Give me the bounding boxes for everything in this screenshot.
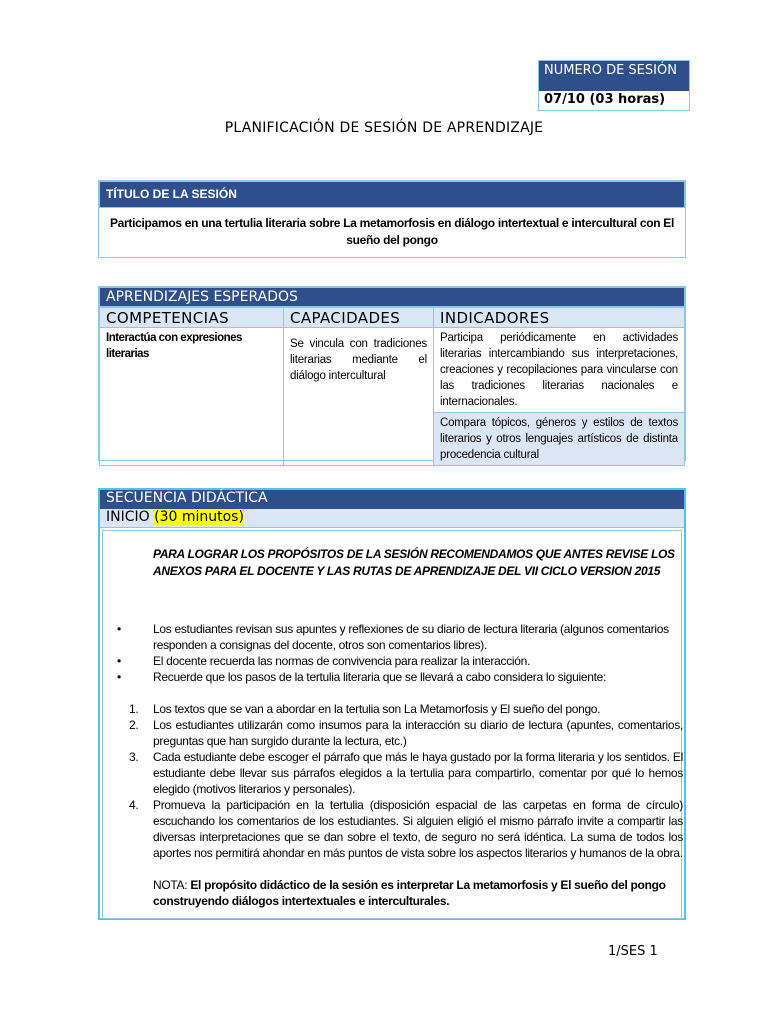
intro-recommendation: PARA LOGRAR LOS PROPÓSITOS DE LA SESIÓN RECOMENDAMOS QUE ANTES REVISE LOS ANEXOS PARA EL DOCENTE Y LAS RUTAS DE APRENDIZAJE DEL VII CICLO VERSION 2015 xyxy=(153,547,675,578)
step-number: 1. xyxy=(129,702,139,716)
inicio-content xyxy=(102,530,682,919)
step-number: 3. xyxy=(129,750,139,764)
inicio-label: INICIO xyxy=(106,509,150,525)
column-header-competencias: COMPETENCIAS xyxy=(100,308,284,328)
indicador-cell-2: Compara tópicos, géneros y estilos de textos literarios y otros lenguajes artísticos de distinta procedencia cultural xyxy=(434,413,685,466)
note-paragraph xyxy=(153,877,683,909)
step-text: Los textos que se van a abordar en la tertulia son La Metamorfosis y El sueño del pongo. xyxy=(153,702,601,716)
expected-learning-table xyxy=(99,307,685,466)
bullet-text: Recuerde que los pasos de la tertulia literaria que se llevará a cabo considera lo siguiente: xyxy=(153,670,607,684)
competencia-cell: Interactúa con expresiones literarias xyxy=(100,328,284,466)
inicio-row xyxy=(100,509,684,528)
capacidad-cell: Se vincula con tradiciones literarias mediante el diálogo intercultural xyxy=(284,328,434,466)
document-title: PLANIFICACIÓN DE SESIÓN DE APRENDIZAJE xyxy=(224,120,544,136)
page-footer: 1/SES 1 xyxy=(608,944,658,959)
bullet-glyph: • xyxy=(117,670,121,684)
session-title-block xyxy=(98,180,686,258)
list-item xyxy=(129,797,683,861)
session-number-box xyxy=(538,60,690,111)
list-item xyxy=(117,621,683,653)
bullet-glyph: • xyxy=(117,654,121,668)
list-item xyxy=(129,701,683,717)
step-text: Los estudiantes utilizarán como insumos para la interacción su diario de lectura (apuntes, comentarios, preguntas que han surgido durante la lectura, etc.) xyxy=(153,718,683,748)
list-item xyxy=(129,717,683,749)
didactic-sequence-block xyxy=(98,488,686,920)
list-item xyxy=(117,669,683,685)
didactic-sequence-header: SECUENCIA DIDÁCTICA xyxy=(100,490,684,509)
inicio-time: (30 minutos) xyxy=(154,509,244,525)
step-number: 2. xyxy=(129,718,139,732)
session-title-header: TÍTULO DE LA SESIÓN xyxy=(99,181,685,208)
session-title-text: Participamos en una tertulia literaria sobre La metamorfosis en diálogo intertextual e intercultural con El sueño del pongo xyxy=(109,216,675,247)
step-text: Cada estudiante debe escoger el párrafo que más le haya gustado por la forma literaria y los sentidos. El estudiante debe llevar sus párrafos elegidos a la tertulia para compartirlo, comentar por qué lo hemos elegido (motivos literarios y personales). xyxy=(153,750,683,796)
note-label: NOTA: xyxy=(153,878,188,892)
column-header-indicadores: INDICADORES xyxy=(434,308,685,328)
step-number: 4. xyxy=(129,798,139,812)
list-item xyxy=(117,653,683,669)
bullet-glyph: • xyxy=(117,622,121,636)
session-number-value: 07/10 (03 horas) xyxy=(538,91,690,111)
indicador-cell-1: Participa periódicamente en actividades literarias intercambiando sus interpretaciones, creaciones y recopilaciones para vincularse con las tradiciones literarias nacionales e internacionales. xyxy=(434,328,685,413)
list-item xyxy=(129,749,683,797)
bullet-text: Los estudiantes revisan sus apuntes y reflexiones de su diario de lectura literaria (algunos comentarios responden a consignas del docente, otros son comentarios libres). xyxy=(153,622,669,652)
session-number-label: NUMERO DE SESIÓN xyxy=(538,60,690,91)
note-text: El propósito didáctico de la sesión es interpretar La metamorfosis y El sueño del pongo construyendo diálogos intertextuales e interculturales. xyxy=(153,878,666,908)
bullet-text: El docente recuerda las normas de convivencia para realizar la interacción. xyxy=(153,654,531,668)
column-header-capacidades: CAPACIDADES xyxy=(284,308,434,328)
step-text: Promueva la participación en la tertulia (disposición espacial de las carpetas en forma de círculo) escuchando los comentarios de los estudiantes. Si alguien eligió el mismo párrafo invite a compartir las diversas interpretaciones que se dan sobre el texto, de seguro no será idéntica. La suma de todos los aportes nos permitirá ahondar en más puntos de vista sobre los aspectos literarios y humanos de la obra. xyxy=(153,798,683,860)
expected-learning-header: APRENDIZAJES ESPERADOS xyxy=(99,287,685,307)
expected-learning-block xyxy=(98,286,686,461)
